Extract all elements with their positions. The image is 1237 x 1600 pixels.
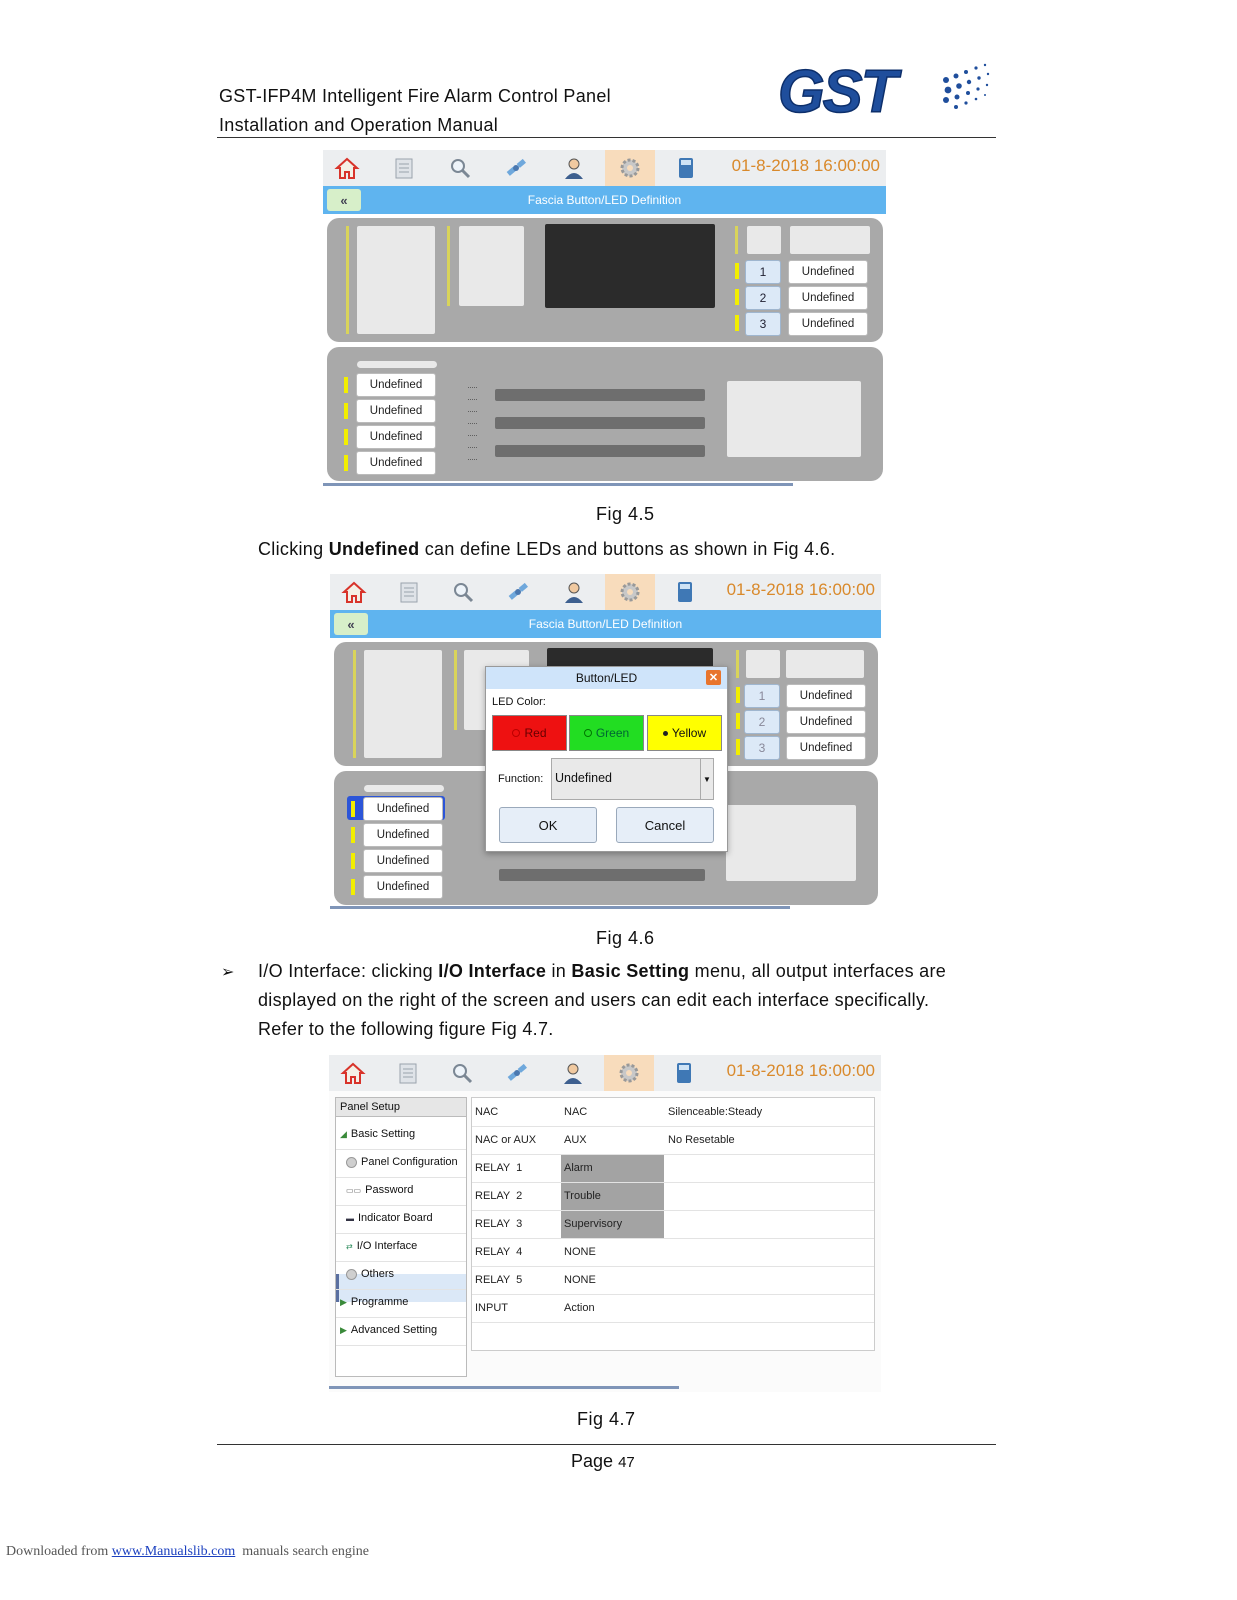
table-row[interactable]: NAC or AUX AUX No Resetable [472, 1126, 874, 1155]
list-icon[interactable] [394, 577, 424, 607]
fig47-screen [329, 1055, 881, 1392]
undefined-button[interactable]: Undefined [786, 684, 866, 708]
fig46-screen [330, 574, 881, 911]
undefined-button[interactable]: Undefined [786, 736, 866, 760]
undefined-button[interactable]: Undefined [788, 260, 868, 284]
screen-title-text: Fascia Button/LED Definition [527, 193, 682, 207]
close-icon[interactable]: ✕ [706, 670, 721, 685]
lower-panel: Undefined Undefined Undefined Undefined ····· ····· ····· ····· ····· ····· ····· [327, 347, 883, 481]
button-led-dialog [485, 666, 728, 852]
back-button[interactable]: « [334, 613, 368, 635]
tree-item-programme[interactable]: ▶ Programme [340, 1296, 409, 1308]
radio-selected-icon [663, 731, 668, 736]
page-number: Page 47 [571, 1451, 635, 1471]
scrollbar[interactable] [329, 1386, 679, 1389]
dialog-title: Button/LED [486, 667, 727, 689]
undefined-button[interactable]: Undefined [356, 425, 436, 449]
fig45-toolbar [323, 150, 886, 186]
settings-icon[interactable] [614, 1058, 644, 1088]
undefined-button[interactable]: Undefined [788, 286, 868, 310]
home-icon[interactable] [339, 577, 369, 607]
datetime: 01-8-2018 16:00:00 [726, 1061, 875, 1080]
logo-text: GST [778, 60, 896, 122]
tree-item-basic-setting[interactable]: ◢ Basic Setting [340, 1128, 416, 1140]
undefined-button[interactable]: Undefined [356, 373, 436, 397]
back-button[interactable]: « [327, 189, 361, 211]
circle-icon [346, 1269, 357, 1280]
calculator-icon[interactable] [670, 577, 700, 607]
collapsed-triangle-icon: ▶ [340, 1296, 347, 1307]
color-red-button[interactable]: Red [492, 715, 567, 751]
download-footer: Downloaded from www.Manualslib.com manuals search engine [6, 1544, 370, 1559]
table-row[interactable]: NAC NAC Silenceable:Steady [472, 1098, 874, 1127]
search-icon[interactable] [445, 153, 475, 183]
tree-item-panel-configuration[interactable]: Panel Configuration [346, 1148, 458, 1176]
fig45-caption: Fig 4.5 [596, 504, 655, 524]
keyboard-icon: ▭▭ [346, 1185, 362, 1195]
panel-setup-tree [335, 1097, 467, 1377]
fig46-toolbar [330, 574, 881, 610]
number-button[interactable]: 2 [745, 286, 781, 310]
undefined-button[interactable]: Undefined [786, 710, 866, 734]
gst-logo [776, 60, 996, 122]
number-button[interactable]: 3 [745, 312, 781, 336]
header-title-line1: GST-IFP4M Intelligent Fire Alarm Control Panel [219, 86, 611, 106]
io-icon: ⇄ [346, 1241, 353, 1251]
undefined-button[interactable]: Undefined [356, 451, 436, 475]
led-block[interactable] [364, 650, 442, 758]
table-row[interactable]: RELAY 4 NONE [472, 1238, 874, 1267]
undefined-button[interactable]: Undefined [788, 312, 868, 336]
tree-item-indicator-board[interactable]: ▬ Indicator Board [346, 1212, 433, 1224]
display-area [545, 224, 715, 308]
list-icon[interactable] [393, 1058, 423, 1088]
home-icon[interactable] [332, 153, 362, 183]
ok-button[interactable]: OK [499, 807, 597, 843]
table-row[interactable]: INPUT Action [472, 1294, 874, 1323]
color-green-button[interactable]: Green [569, 715, 644, 751]
settings-icon[interactable] [615, 577, 645, 607]
fig47-toolbar [329, 1055, 881, 1091]
board-icon: ▬ [346, 1213, 354, 1223]
io-paragraph-line2: displayed on the right of the screen and users can edit each interface specifically. [258, 990, 930, 1010]
chevron-down-icon[interactable]: ▼ [700, 759, 713, 799]
number-button[interactable]: 1 [745, 260, 781, 284]
radio-icon [584, 729, 592, 737]
fig45-screen [323, 150, 886, 487]
datetime: 01-8-2018 16:00:00 [731, 156, 880, 175]
scrollbar[interactable] [330, 906, 790, 909]
table-row[interactable]: RELAY 1 Alarm [472, 1154, 874, 1183]
cancel-button[interactable]: Cancel [616, 807, 714, 843]
header-title-line2: Installation and Operation Manual [219, 115, 499, 135]
expanded-triangle-icon: ◢ [340, 1128, 347, 1139]
color-yellow-button[interactable]: Yellow [647, 715, 722, 751]
search-icon[interactable] [447, 1058, 477, 1088]
radio-icon [512, 729, 520, 737]
number-button[interactable]: 1 [744, 684, 780, 708]
table-row[interactable]: RELAY 3 Supervisory [472, 1210, 874, 1239]
satellite-icon[interactable] [502, 1058, 532, 1088]
search-icon[interactable] [448, 577, 478, 607]
screen-title [323, 186, 886, 214]
undefined-button[interactable]: Undefined [356, 399, 436, 423]
datetime: 01-8-2018 16:00:00 [726, 580, 875, 599]
io-paragraph-line3: Refer to the following figure Fig 4.7. [258, 1019, 554, 1039]
user-icon[interactable] [559, 577, 589, 607]
circle-icon [346, 1157, 357, 1168]
tree-item-password[interactable]: ▭▭ Password [346, 1184, 414, 1196]
user-icon[interactable] [559, 153, 589, 183]
upper-panel [327, 218, 883, 342]
number-button[interactable]: 2 [744, 710, 780, 734]
scrollbar[interactable] [323, 483, 793, 486]
function-select[interactable]: Undefined ▼ [551, 758, 714, 800]
table-row[interactable]: RELAY 2 Trouble [472, 1182, 874, 1211]
io-paragraph-line1: I/O Interface: clicking I/O Interface in Basic Setting menu, all output interfaces are [258, 961, 947, 981]
led-block[interactable] [459, 226, 524, 306]
paragraph-undefined: Clicking Undefined can define LEDs and buttons as shown in Fig 4.6. [258, 539, 836, 559]
led-block[interactable] [357, 226, 435, 334]
user-icon[interactable] [558, 1058, 588, 1088]
calculator-icon[interactable] [669, 1058, 699, 1088]
function-label: Function: [498, 773, 544, 785]
undefined-button[interactable]: Undefined [363, 823, 443, 847]
undefined-button[interactable]: Undefined [363, 875, 443, 899]
satellite-icon[interactable] [503, 577, 533, 607]
calculator-icon[interactable] [671, 153, 701, 183]
screen-title-text: Fascia Button/LED Definition [528, 617, 683, 631]
satellite-icon[interactable] [501, 153, 531, 183]
fig46-caption: Fig 4.6 [596, 928, 655, 948]
settings-icon[interactable] [615, 153, 645, 183]
tree-item-others[interactable]: Others [346, 1260, 394, 1288]
bullet-icon: ➢ [221, 964, 235, 981]
number-button[interactable]: 3 [744, 736, 780, 760]
list-icon[interactable] [389, 153, 419, 183]
undefined-button[interactable]: Undefined [363, 849, 443, 873]
screen-title [330, 610, 881, 638]
tree-item-io-interface[interactable]: ⇄ I/O Interface [346, 1240, 418, 1252]
tree-item-advanced-setting[interactable]: ▶ Advanced Setting [340, 1324, 438, 1336]
manualslib-link[interactable]: www.Manualslib.com [111, 1544, 236, 1559]
footer-rule [217, 1444, 996, 1445]
header-rule [217, 137, 996, 138]
home-icon[interactable] [338, 1058, 368, 1088]
io-interface-table [471, 1097, 875, 1351]
collapsed-triangle-icon: ▶ [340, 1324, 347, 1335]
undefined-button-selected[interactable]: Undefined [363, 797, 443, 821]
fig47-caption: Fig 4.7 [577, 1409, 636, 1429]
table-row[interactable]: RELAY 5 NONE [472, 1266, 874, 1295]
led-color-label: LED Color: [492, 696, 546, 708]
tree-header: Panel Setup [336, 1098, 466, 1117]
